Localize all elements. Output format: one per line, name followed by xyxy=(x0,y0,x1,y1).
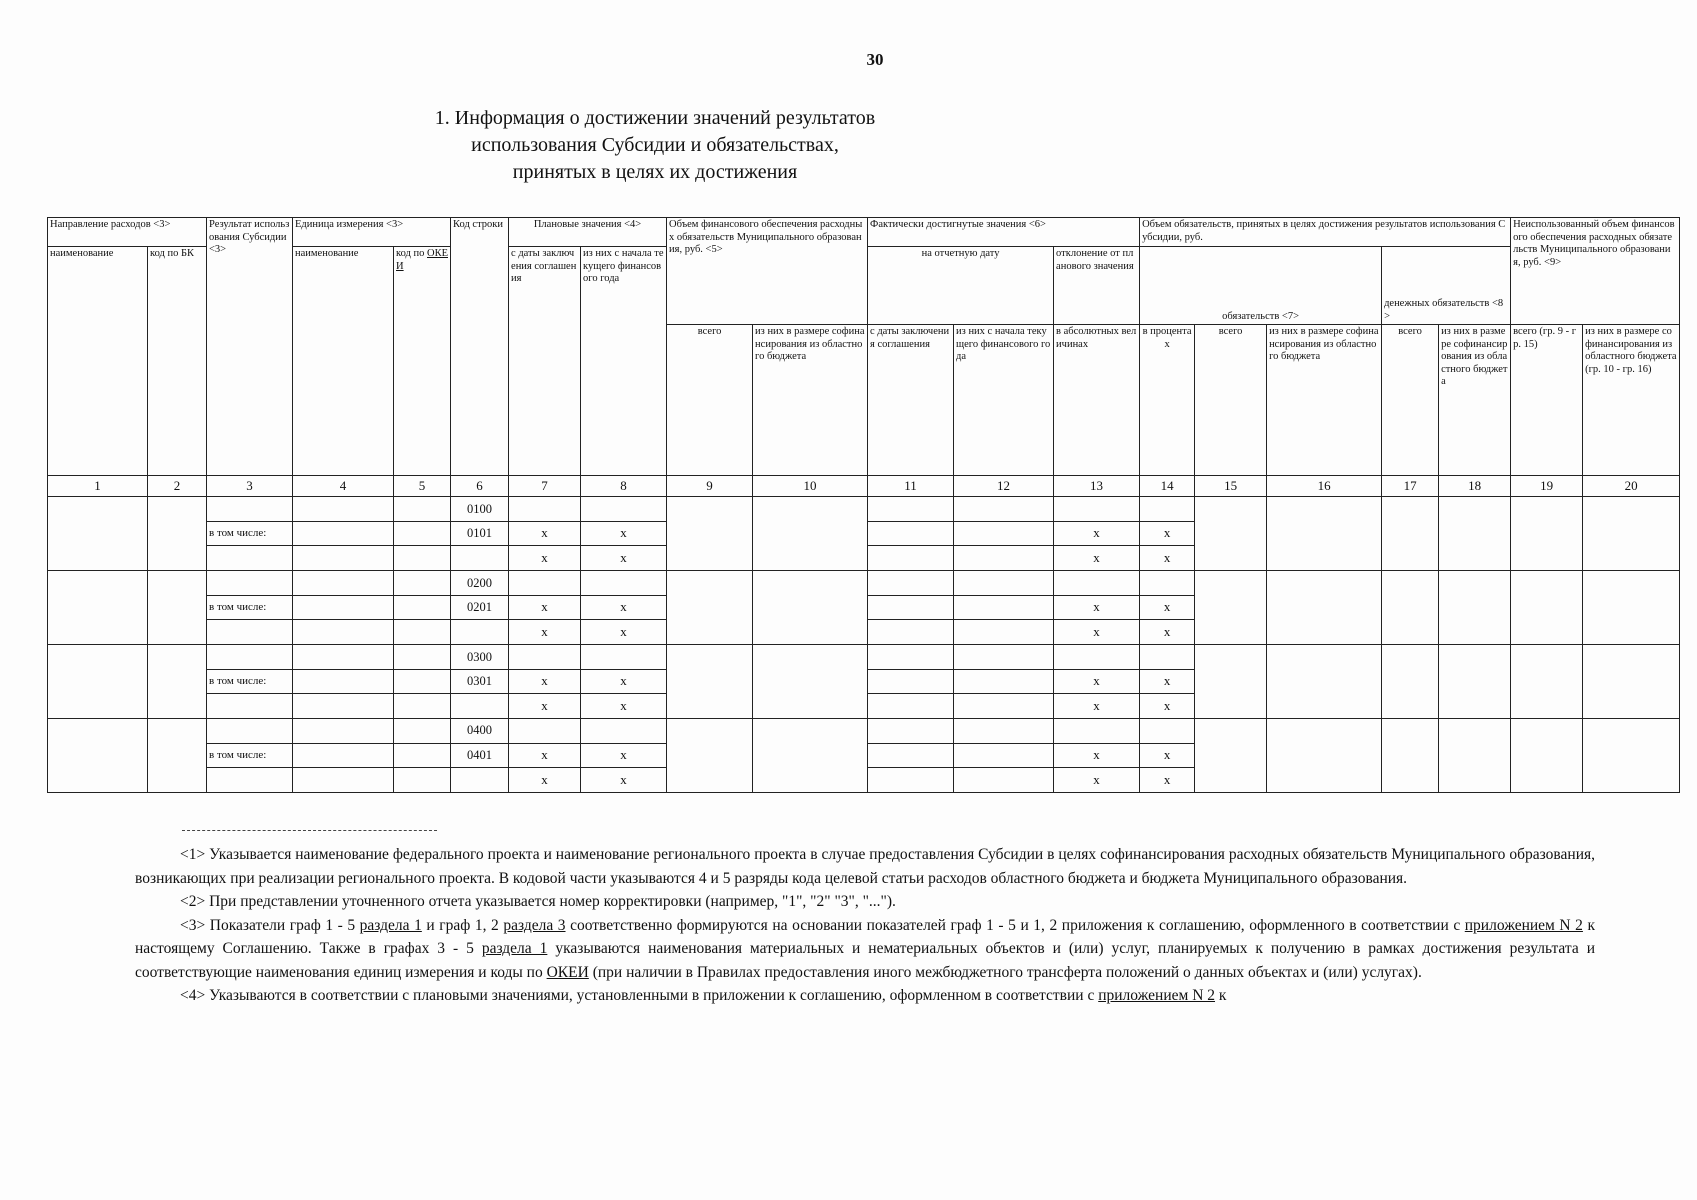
x-mark: x xyxy=(509,620,581,645)
line-code-cell: 0101 xyxy=(451,521,509,546)
x-mark: x xyxy=(1054,620,1140,645)
actual-from-year-cell[interactable] xyxy=(954,718,1054,743)
financing-total-cell[interactable] xyxy=(667,570,753,644)
header-on-report-date: на отчетную дату xyxy=(868,247,1054,325)
column-number-6: 6 xyxy=(451,476,509,497)
actual-from-agreement-cell[interactable] xyxy=(868,497,954,522)
unit-code-cell[interactable] xyxy=(394,644,451,669)
unit-code-cell[interactable] xyxy=(394,521,451,546)
result-cell[interactable] xyxy=(207,718,293,743)
report-table xyxy=(47,217,1680,793)
header-obligations: Объем обязательств, принятых в целях достижения результатов использования Субсидии, руб. xyxy=(1140,218,1511,247)
actual-from-year-cell[interactable] xyxy=(954,595,1054,620)
column-number-1: 1 xyxy=(48,476,148,497)
title-line-3: принятых в целях их достижения xyxy=(512,161,798,183)
x-mark: x xyxy=(581,546,667,571)
x-mark: x xyxy=(1140,694,1195,719)
unit-code-cell[interactable] xyxy=(394,620,451,645)
column-number-13: 13 xyxy=(1054,476,1140,497)
planned-from-agreement-cell[interactable] xyxy=(509,570,581,595)
unit-code-cell[interactable] xyxy=(394,595,451,620)
footnote-1: <1> Указывается наименование федерального проекта и наименование регионального проекта в случае предоставления Субсидии в целях софинансирования расходных обязательств Муниципального образования, возникающих при реализации регионального проекта. В кодовой части указываются 4 и 5 разряды кода целевой статьи расходов областного бюджета и бюджета Муниципального образования. xyxy=(135,846,1595,887)
header-financing-cofinancing: из них в размере софинансирования из областного бюджета xyxy=(753,325,868,476)
expense-code-cell[interactable] xyxy=(148,497,207,571)
x-mark: x xyxy=(581,669,667,694)
column-number-9: 9 xyxy=(667,476,753,497)
section-title xyxy=(0,105,1310,186)
header-planned-from-year: из них с начала текущего финансового года xyxy=(581,247,667,476)
unit-name-cell[interactable] xyxy=(293,669,394,694)
financing-cofinancing-cell[interactable] xyxy=(753,570,868,644)
row-label: в том числе: xyxy=(207,595,293,620)
data-row xyxy=(48,570,1680,595)
actual-from-year-cell[interactable] xyxy=(954,669,1054,694)
footnote-2: <2> При представлении уточненного отчета указывается номер корректировки (например, "1", "2" "3", "..."). xyxy=(180,893,896,910)
x-mark: x xyxy=(509,546,581,571)
column-number-20: 20 xyxy=(1583,476,1680,497)
header-line-code: Код строки xyxy=(451,218,509,476)
header-actual-values: Фактически достигнутые значения <6> xyxy=(868,218,1140,247)
column-number-14: 14 xyxy=(1140,476,1195,497)
x-mark: x xyxy=(509,743,581,768)
obligations-cofinancing-cell[interactable] xyxy=(1267,644,1382,718)
x-mark: x xyxy=(509,521,581,546)
unit-name-cell[interactable] xyxy=(293,743,394,768)
unit-name-cell[interactable] xyxy=(293,644,394,669)
column-number-7: 7 xyxy=(509,476,581,497)
header-unused-cofinancing: из них в размере софинансирования из областного бюджета (гр. 10 - гр. 16) xyxy=(1583,325,1680,476)
header-financing-total: всего xyxy=(667,325,753,476)
actual-from-agreement-cell[interactable] xyxy=(868,743,954,768)
x-mark: x xyxy=(1054,669,1140,694)
fn4-text: <4> Указываются в соответствии с плановыми значениями, установленными в приложении к соглашению, оформленном в соответствии с xyxy=(180,987,1099,1004)
monetary-cofinancing-cell[interactable] xyxy=(1439,497,1511,571)
deviation-absolute-cell[interactable] xyxy=(1054,718,1140,743)
actual-from-year-cell[interactable] xyxy=(954,570,1054,595)
header-unused-volume: Неиспользованный объем финансового обеспечения расходных обязательств Муниципального образования, руб. <9> xyxy=(1511,218,1680,325)
table-body xyxy=(48,218,1680,793)
header-unit-code xyxy=(394,247,451,476)
result-cell[interactable] xyxy=(207,570,293,595)
actual-from-agreement-cell[interactable] xyxy=(868,546,954,571)
unit-name-cell[interactable] xyxy=(293,694,394,719)
fn3-text: и граф 1, 2 xyxy=(421,916,504,934)
x-mark: x xyxy=(1140,743,1195,768)
x-mark: x xyxy=(1054,521,1140,546)
fn3-text: (при наличии в Правилах предоставления иного межбюджетного трансферта положений о данных объектах и (или) услугах). xyxy=(588,963,1422,981)
deviation-percent-cell[interactable] xyxy=(1140,497,1195,522)
line-code-cell: 0300 xyxy=(451,644,509,669)
column-number-3: 3 xyxy=(207,476,293,497)
actual-from-agreement-cell[interactable] xyxy=(868,595,954,620)
deviation-percent-cell[interactable] xyxy=(1140,718,1195,743)
obligations-total-cell[interactable] xyxy=(1195,718,1267,792)
title-line-1: 1. Информация о достижении значений результатов xyxy=(434,107,876,129)
actual-from-year-cell[interactable] xyxy=(954,546,1054,571)
footnote-4 xyxy=(135,984,1595,1008)
header-unit: Единица измерения <3> xyxy=(293,218,451,247)
obligations-cofinancing-cell[interactable] xyxy=(1267,497,1382,571)
data-row xyxy=(48,718,1680,743)
financing-cofinancing-cell[interactable] xyxy=(753,497,868,571)
report-table-wrap xyxy=(47,217,1679,793)
deviation-absolute-cell[interactable] xyxy=(1054,497,1140,522)
planned-from-year-cell[interactable] xyxy=(581,570,667,595)
section-3-link[interactable]: раздела 3 xyxy=(503,916,566,934)
x-mark: x xyxy=(581,521,667,546)
monetary-total-cell[interactable] xyxy=(1382,570,1439,644)
unit-name-cell[interactable] xyxy=(293,718,394,743)
x-mark: x xyxy=(1054,595,1140,620)
header-obligations-sub: обязательств <7> xyxy=(1140,247,1382,325)
unit-name-cell[interactable] xyxy=(293,497,394,522)
header-planned-from-agreement: с даты заключения соглашения xyxy=(509,247,581,476)
actual-from-year-cell[interactable] xyxy=(954,768,1054,793)
actual-from-agreement-cell[interactable] xyxy=(868,620,954,645)
fn3-text: к настоящему Соглашению. Также в графах 3 - 5 xyxy=(135,916,1596,957)
page-number: 30 xyxy=(866,50,884,69)
result-cell[interactable] xyxy=(207,497,293,522)
header-monetary-obligations: денежных обязательств <8> xyxy=(1382,247,1511,325)
unit-code-cell[interactable] xyxy=(394,546,451,571)
monetary-total-cell[interactable] xyxy=(1382,718,1439,792)
fn3-text: <3> Показатели граф 1 - 5 xyxy=(180,916,360,934)
deviation-absolute-cell[interactable] xyxy=(1054,570,1140,595)
expense-code-cell[interactable] xyxy=(148,718,207,792)
header-expense-code: код по БК xyxy=(148,247,207,476)
header-deviation-absolute: в абсолютных величинах xyxy=(1054,325,1140,476)
unused-cofinancing-cell[interactable] xyxy=(1583,644,1680,718)
title-line-2: использования Субсидии и обязательствах, xyxy=(471,134,839,156)
financing-total-cell[interactable] xyxy=(667,718,753,792)
actual-from-agreement-cell[interactable] xyxy=(868,644,954,669)
unused-cofinancing-cell[interactable] xyxy=(1583,570,1680,644)
unit-code-cell[interactable] xyxy=(394,497,451,522)
actual-from-agreement-cell[interactable] xyxy=(868,669,954,694)
result-cell[interactable] xyxy=(207,546,293,571)
column-number-10: 10 xyxy=(753,476,868,497)
unused-total-cell[interactable] xyxy=(1511,570,1583,644)
financing-total-cell[interactable] xyxy=(667,497,753,571)
planned-from-year-cell[interactable] xyxy=(581,644,667,669)
monetary-total-cell[interactable] xyxy=(1382,644,1439,718)
header-unit-name: наименование xyxy=(293,247,394,476)
header-result: Результат использования Субсидии <3> xyxy=(207,218,293,476)
actual-from-agreement-cell[interactable] xyxy=(868,718,954,743)
header-expense-name: наименование xyxy=(48,247,148,476)
header-monetary-total: всего xyxy=(1382,325,1439,476)
unit-code-cell[interactable] xyxy=(394,694,451,719)
actual-from-year-cell[interactable] xyxy=(954,620,1054,645)
column-number-19: 19 xyxy=(1511,476,1583,497)
unit-code-cell[interactable] xyxy=(394,718,451,743)
x-mark: x xyxy=(581,595,667,620)
header-monetary-cofinancing: из них в размере софинансирования из областного бюджета xyxy=(1439,325,1511,476)
header-obligations-total: всего xyxy=(1195,325,1267,476)
planned-from-year-cell[interactable] xyxy=(581,718,667,743)
header-deviation: отклонение от планового значения xyxy=(1054,247,1140,325)
fn3-text: соответственно формируются на основании показателей граф 1 - 5 и 1, 2 приложения к соглашению, оформленного в соответствии с xyxy=(565,916,1465,934)
okei-link[interactable]: ОКЕИ xyxy=(396,248,448,272)
appendix-2-link[interactable]: приложением N 2 xyxy=(1464,916,1583,934)
row-label: в том числе: xyxy=(207,669,293,694)
column-number-11: 11 xyxy=(868,476,954,497)
line-code-cell xyxy=(451,620,509,645)
column-number-15: 15 xyxy=(1195,476,1267,497)
x-mark: x xyxy=(1140,669,1195,694)
actual-from-year-cell[interactable] xyxy=(954,694,1054,719)
unit-name-cell[interactable] xyxy=(293,768,394,793)
line-code-cell: 0100 xyxy=(451,497,509,522)
header-expense-direction: Направление расходов <3> xyxy=(48,218,207,247)
actual-from-agreement-cell[interactable] xyxy=(868,694,954,719)
section-1-link[interactable]: раздела 1 xyxy=(481,940,548,957)
line-code-cell: 0201 xyxy=(451,595,509,620)
header-unit-code-text: код по xyxy=(396,248,425,260)
x-mark: x xyxy=(1054,546,1140,571)
monetary-total-cell[interactable] xyxy=(1382,497,1439,571)
header-actual-from-year: из них с начала текущего финансового года xyxy=(954,325,1054,476)
line-code-cell: 0401 xyxy=(451,743,509,768)
x-mark: x xyxy=(509,768,581,793)
unused-cofinancing-cell[interactable] xyxy=(1583,497,1680,571)
expense-name-cell[interactable] xyxy=(48,718,148,792)
header-obligations-cofinancing: из них в размере софинансирования из областного бюджета xyxy=(1267,325,1382,476)
fn4-text: к xyxy=(1215,987,1227,1004)
planned-from-agreement-cell[interactable] xyxy=(509,644,581,669)
header-unused-total: всего (гр. 9 - гр. 15) xyxy=(1511,325,1583,476)
deviation-percent-cell[interactable] xyxy=(1140,570,1195,595)
x-mark: x xyxy=(1054,694,1140,719)
unused-total-cell[interactable] xyxy=(1511,644,1583,718)
monetary-cofinancing-cell[interactable] xyxy=(1439,570,1511,644)
actual-from-year-cell[interactable] xyxy=(954,743,1054,768)
column-number-18: 18 xyxy=(1439,476,1511,497)
section-1-link[interactable]: раздела 1 xyxy=(359,916,422,934)
x-mark: x xyxy=(1140,521,1195,546)
header-actual-from-agreement: с даты заключения соглашения xyxy=(868,325,954,476)
line-code-cell: 0200 xyxy=(451,570,509,595)
line-code-cell xyxy=(451,768,509,793)
result-cell[interactable] xyxy=(207,768,293,793)
obligations-total-cell[interactable] xyxy=(1195,644,1267,718)
actual-from-year-cell[interactable] xyxy=(954,497,1054,522)
header-row-1 xyxy=(48,218,1680,247)
x-mark: x xyxy=(581,768,667,793)
monetary-cofinancing-cell[interactable] xyxy=(1439,644,1511,718)
x-mark: x xyxy=(1140,620,1195,645)
unused-total-cell[interactable] xyxy=(1511,497,1583,571)
okei-link[interactable]: ОКЕИ xyxy=(546,963,589,981)
unit-name-cell[interactable] xyxy=(293,595,394,620)
fn3-text: указываются наименования материальных и нематериальных объектов и (или) услуг, планируемых к получению в рамках достижения результата и соответствующие наименования единиц измерения и коды по xyxy=(135,940,1595,981)
expense-name-cell[interactable] xyxy=(48,497,148,571)
footnote-3 xyxy=(135,914,1595,985)
x-mark: x xyxy=(1054,768,1140,793)
financing-total-cell[interactable] xyxy=(667,644,753,718)
actual-from-agreement-cell[interactable] xyxy=(868,521,954,546)
x-mark: x xyxy=(509,669,581,694)
x-mark: x xyxy=(1140,768,1195,793)
x-mark: x xyxy=(581,694,667,719)
obligations-total-cell[interactable] xyxy=(1195,497,1267,571)
unit-code-cell[interactable] xyxy=(394,669,451,694)
x-mark: x xyxy=(581,620,667,645)
unused-total-cell[interactable] xyxy=(1511,718,1583,792)
obligations-cofinancing-cell[interactable] xyxy=(1267,718,1382,792)
column-number-17: 17 xyxy=(1382,476,1439,497)
x-mark: x xyxy=(1054,743,1140,768)
header-financing-volume: Объем финансового обеспечения расходных обязательств Муниципального образования, руб. <5> xyxy=(667,218,868,325)
line-code-cell xyxy=(451,694,509,719)
row-label: в том числе: xyxy=(207,521,293,546)
financing-cofinancing-cell[interactable] xyxy=(753,718,868,792)
unit-code-cell[interactable] xyxy=(394,768,451,793)
x-mark: x xyxy=(1140,595,1195,620)
footnote-separator xyxy=(182,830,437,831)
line-code-cell: 0301 xyxy=(451,669,509,694)
unit-code-cell[interactable] xyxy=(394,743,451,768)
column-number-8: 8 xyxy=(581,476,667,497)
obligations-total-cell[interactable] xyxy=(1195,570,1267,644)
data-row xyxy=(48,644,1680,669)
unit-name-cell[interactable] xyxy=(293,546,394,571)
unused-cofinancing-cell[interactable] xyxy=(1583,718,1680,792)
deviation-percent-cell[interactable] xyxy=(1140,644,1195,669)
header-planned-values: Плановые значения <4> xyxy=(509,218,667,247)
x-mark: x xyxy=(509,595,581,620)
actual-from-agreement-cell[interactable] xyxy=(868,768,954,793)
monetary-cofinancing-cell[interactable] xyxy=(1439,718,1511,792)
unit-code-cell[interactable] xyxy=(394,570,451,595)
column-number-5: 5 xyxy=(394,476,451,497)
expense-code-cell[interactable] xyxy=(148,570,207,644)
financing-cofinancing-cell[interactable] xyxy=(753,644,868,718)
unit-name-cell[interactable] xyxy=(293,521,394,546)
result-cell[interactable] xyxy=(207,644,293,669)
result-cell[interactable] xyxy=(207,694,293,719)
x-mark: x xyxy=(509,694,581,719)
expense-name-cell[interactable] xyxy=(48,570,148,644)
line-code-cell: 0400 xyxy=(451,718,509,743)
column-number-4: 4 xyxy=(293,476,394,497)
column-numbers-row xyxy=(48,476,1680,497)
deviation-absolute-cell[interactable] xyxy=(1054,644,1140,669)
appendix-2-link[interactable]: приложением N 2 xyxy=(1098,987,1216,1004)
actual-from-year-cell[interactable] xyxy=(954,521,1054,546)
row-label: в том числе: xyxy=(207,743,293,768)
column-number-16: 16 xyxy=(1267,476,1382,497)
actual-from-year-cell[interactable] xyxy=(954,644,1054,669)
x-mark: x xyxy=(581,743,667,768)
actual-from-agreement-cell[interactable] xyxy=(868,570,954,595)
unit-name-cell[interactable] xyxy=(293,570,394,595)
expense-name-cell[interactable] xyxy=(48,644,148,718)
obligations-cofinancing-cell[interactable] xyxy=(1267,570,1382,644)
planned-from-agreement-cell[interactable] xyxy=(509,497,581,522)
column-number-12: 12 xyxy=(954,476,1054,497)
data-row xyxy=(48,497,1680,522)
x-mark: x xyxy=(1140,546,1195,571)
unit-name-cell[interactable] xyxy=(293,620,394,645)
header-deviation-percent: в процентах xyxy=(1140,325,1195,476)
planned-from-year-cell[interactable] xyxy=(581,497,667,522)
expense-code-cell[interactable] xyxy=(148,644,207,718)
result-cell[interactable] xyxy=(207,620,293,645)
footnotes xyxy=(135,843,1595,1008)
planned-from-agreement-cell[interactable] xyxy=(509,718,581,743)
column-number-2: 2 xyxy=(148,476,207,497)
line-code-cell xyxy=(451,546,509,571)
